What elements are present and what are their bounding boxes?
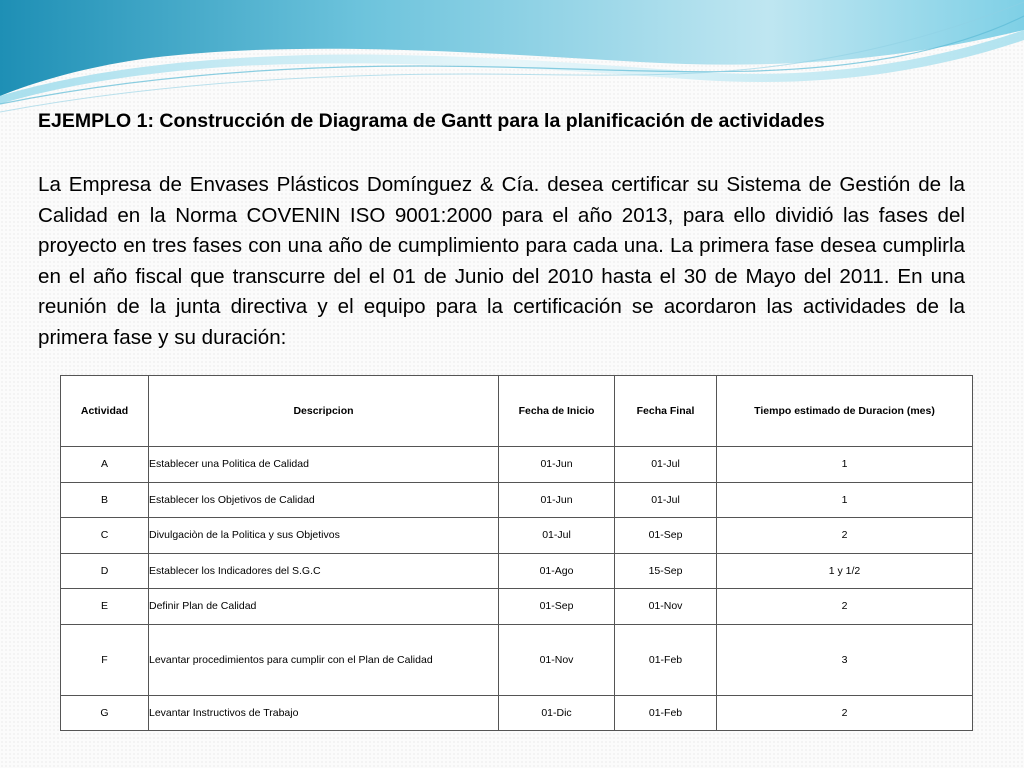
cell-fecha-inicio: 01-Jun bbox=[499, 447, 615, 483]
cell-actividad: B bbox=[61, 482, 149, 518]
header-wave-decoration bbox=[0, 0, 1024, 120]
cell-tiempo: 1 bbox=[717, 482, 973, 518]
cell-descripcion: Levantar procedimientos para cumplir con el Plan de Calidad bbox=[149, 624, 499, 695]
cell-fecha-inicio: 01-Jun bbox=[499, 482, 615, 518]
cell-fecha-final: 01-Sep bbox=[615, 518, 717, 554]
cell-fecha-final: 15-Sep bbox=[615, 553, 717, 589]
cell-fecha-inicio: 01-Jul bbox=[499, 518, 615, 554]
cell-descripcion: Establecer los Objetivos de Calidad bbox=[149, 482, 499, 518]
cell-fecha-inicio: 01-Ago bbox=[499, 553, 615, 589]
header-tiempo: Tiempo estimado de Duracion (mes) bbox=[717, 376, 973, 447]
cell-actividad: C bbox=[61, 518, 149, 554]
cell-fecha-final: 01-Feb bbox=[615, 695, 717, 731]
cell-actividad: E bbox=[61, 589, 149, 625]
cell-fecha-inicio: 01-Nov bbox=[499, 624, 615, 695]
header-actividad: Actividad bbox=[61, 376, 149, 447]
table-row bbox=[61, 695, 973, 731]
table-row bbox=[61, 553, 973, 589]
slide-title: EJEMPLO 1: Construcción de Diagrama de Gantt para la planificación de actividades bbox=[38, 110, 825, 132]
cell-actividad: D bbox=[61, 553, 149, 589]
table-header-row bbox=[61, 376, 973, 447]
cell-fecha-final: 01-Nov bbox=[615, 589, 717, 625]
cell-tiempo: 2 bbox=[717, 589, 973, 625]
cell-fecha-inicio: 01-Dic bbox=[499, 695, 615, 731]
cell-fecha-final: 01-Jul bbox=[615, 447, 717, 483]
table-row bbox=[61, 518, 973, 554]
header-fecha-inicio: Fecha de Inicio bbox=[499, 376, 615, 447]
cell-tiempo: 3 bbox=[717, 624, 973, 695]
cell-tiempo: 2 bbox=[717, 518, 973, 554]
cell-descripcion: Divulgaciòn de la Politica y sus Objetivos bbox=[149, 518, 499, 554]
cell-tiempo: 1 y 1/2 bbox=[717, 553, 973, 589]
cell-fecha-final: 01-Jul bbox=[615, 482, 717, 518]
cell-tiempo: 1 bbox=[717, 447, 973, 483]
cell-fecha-final: 01-Feb bbox=[615, 624, 717, 695]
cell-actividad: G bbox=[61, 695, 149, 731]
cell-descripcion: Establecer una Politica de Calidad bbox=[149, 447, 499, 483]
header-fecha-final: Fecha Final bbox=[615, 376, 717, 447]
cell-fecha-inicio: 01-Sep bbox=[499, 589, 615, 625]
table-row bbox=[61, 482, 973, 518]
cell-descripcion: Definir Plan de Calidad bbox=[149, 589, 499, 625]
cell-actividad: A bbox=[61, 447, 149, 483]
activities-table bbox=[60, 375, 973, 731]
table-row bbox=[61, 447, 973, 483]
table-row bbox=[61, 589, 973, 625]
table-row bbox=[61, 624, 973, 695]
header-descripcion: Descripcion bbox=[149, 376, 499, 447]
cell-actividad: F bbox=[61, 624, 149, 695]
cell-descripcion: Levantar Instructivos de Trabajo bbox=[149, 695, 499, 731]
cell-tiempo: 2 bbox=[717, 695, 973, 731]
intro-paragraph: La Empresa de Envases Plásticos Domínguez & Cía. desea certificar su Sistema de Gestión de la Calidad en la Norma COVENIN ISO 9001:2000 para el año 2013, para ello dividió las fases del proyecto en tres fases con una año de cumplimiento para cada una. La primera fase desea cumplirla en el año fiscal que transcurre del el 01 de Junio del 2010 hasta el 30 de Mayo del 2011. En una reunión de la junta directiva y el equipo para la certificación se acordaron las actividades de la primera fase y su duración: bbox=[38, 173, 965, 349]
cell-descripcion: Establecer los Indicadores del S.G.C bbox=[149, 553, 499, 589]
